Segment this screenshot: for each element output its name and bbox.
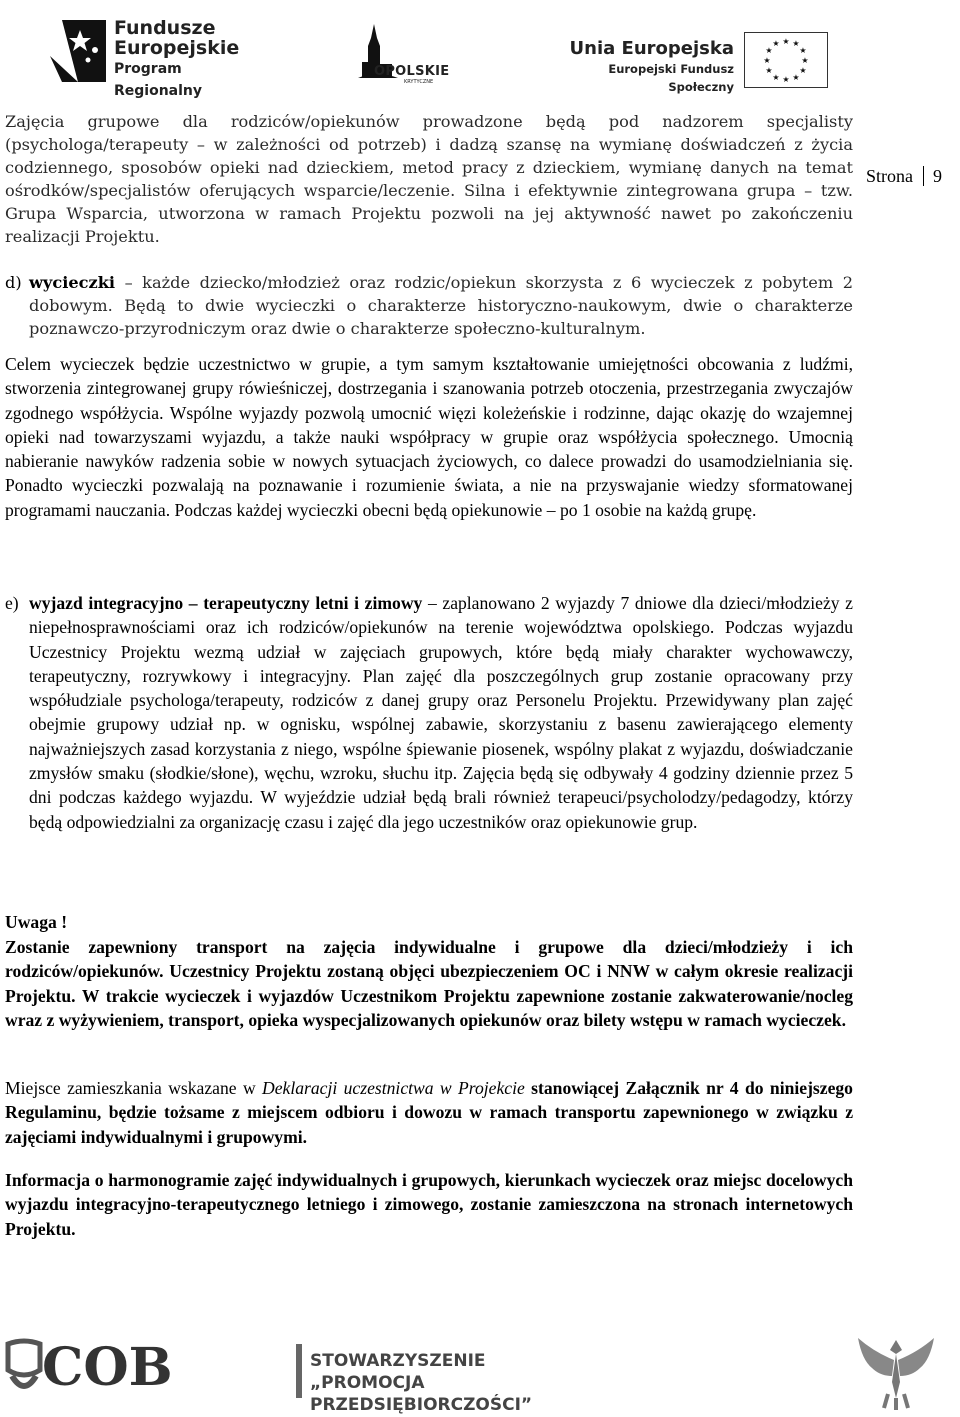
cob-logo xyxy=(2,1336,178,1400)
ue-logo-line1: Unia Europejska xyxy=(569,38,734,59)
eagle-icon xyxy=(854,1332,938,1410)
opolskie-logo xyxy=(356,24,452,92)
paragraph-trip-goals: Celem wycieczek będzie uczestnictwo w grupie, a tym samym kształtowanie umiejętności obcowania z ludźmi, stworzenia zintegrowanej grupy rówieśniczej, dostrzegania i szanowania potrzeb otoczenia, przestrzegania zwyczajów zgodnego współżycia. Wspólne wyjazdy pozwolą umocnić więzi koleżeńskie i rodzinne, dając okazję do wzajemnej opieki nad towarzyszami wyjazdu, a także nauki współpracy w grupie oraz współżycia społecznego. Umocnią nabieranie nawyków radzenia sobie w nowych sytuacjach życiowych, co dalece prowadzi do usamodzielniania się. Ponadto wycieczki pozwalają na poznawanie i rozumienie świata, a nie na przyswajanie wiedzy sformatowanej programami nauczania. Podczas każdej wycieczki obecni będą opiekunowie – po 1 osobie na każdą grupę. xyxy=(5,354,853,520)
svg-text:★: ★ xyxy=(792,39,800,48)
unia-europejska-logo xyxy=(564,32,830,94)
list-marker-d: d) xyxy=(5,273,22,292)
fe-logo-line1: Fundusze xyxy=(114,17,216,39)
list-text-d xyxy=(29,271,853,340)
cob-logo-text: COB xyxy=(42,1337,173,1398)
eagle-crest-logo xyxy=(854,1332,938,1410)
svg-text:★: ★ xyxy=(801,56,809,65)
trips-term: wycieczki xyxy=(29,273,116,292)
svg-text:★: ★ xyxy=(799,66,807,75)
paragraph-transport: Zostanie zapewniony transport na zajęcia indywidualne i grupowe dla dzieci/młodzieży i ich rodziców/opiekunów. Uczestnicy Projektu zostaną objęci ubezpieczeniem OC i NNW w całym okresie realizacji Projektu. W trakcie wycieczek i wyjazdów Uczestnikom Projektu zapewnione zostanie zakwaterowanie/nocleg wraz z wyżywieniem, transport, opieka wyspecjalizowanych opiekunów oraz bilety wstępu w ramach wycieczek. xyxy=(5,937,853,1030)
page-number: 9 xyxy=(933,166,942,186)
association-logo xyxy=(296,1340,636,1415)
fe-star-flag-icon xyxy=(48,16,110,86)
svg-text:★: ★ xyxy=(765,66,773,75)
eu-flag-icon xyxy=(744,32,828,88)
list-marker-e: e) xyxy=(5,593,19,613)
page-label xyxy=(866,166,942,187)
fe-logo-line2: Europejskie xyxy=(114,37,240,59)
svg-text:★: ★ xyxy=(792,73,800,82)
cob-emblem-icon xyxy=(2,1336,46,1400)
svg-text:★: ★ xyxy=(782,75,790,84)
svg-text:★: ★ xyxy=(772,73,780,82)
residence-declaration-title: Deklaracji uczestnictwa w Projekcie xyxy=(262,1078,525,1098)
page-label-divider xyxy=(923,166,924,186)
ue-logo-line2: Europejski Fundusz Społeczny xyxy=(608,62,734,94)
note-heading: Uwaga ! xyxy=(5,912,68,932)
trips-description: – każde dziecko/młodzież oraz rodzic/opiekun skorzysta z 6 wycieczek z pobytem 2 dobowym. Będą to dwie wycieczki o charakterze historyczno-naukowym, dwie o charakterze poznawczo-przyrodniczym oraz dwie o charakterze społeczno-kulturalnym. xyxy=(29,273,853,339)
svg-text:★: ★ xyxy=(782,37,790,46)
svg-text:★: ★ xyxy=(799,46,807,55)
association-logo-mark xyxy=(296,1344,302,1398)
opolskie-logo-name: OPOLSKIE xyxy=(374,64,450,79)
association-line1: STOWARZYSZENIE xyxy=(310,1351,486,1371)
integration-trip-description: – zaplanowano 2 wyjazdy 7 dniowe dla dzieci/młodzieży z niepełnosprawnościami oraz ich rodziców/opiekunów na terenie województwa opolskiego. Podczas wyjazdu Uczestnicy Projektu wezmą udział w zajęciach grupowych, które będą miały charakter wychowawczy, terapeutyczny, rozrywkowy i integracyjny. Plan zajęć dla poszczególnych grup zostanie opracowany przy współudziale psychologa/terapeuty, rodziców z danej grupy oraz Personelu Projektu. Przewidywany plan zajęć obejmie grupowy udział np. w ognisku, wspólnej zabawie, skorzystaniu z basenu zawierającego elementy najważniejszych zasad korzystania z niego, wspólne śpiewanie piosenek, wspólny plakat z wyjazdu, doświadczanie zmysłów smaku (słodkie/słone), węchu, wzroku, słuchu itp. Zajęcia będą się odbywały 4 godziny dziennie przez 5 dni podczas każdego wyjazdu. W wyjeździe udział będą brali również terapeuci/psycholodzy/pedagodzy, którzy będą odpowiedzialni za organizację czasu i zajęć dla jego uczestników oraz opiekunowie grup. xyxy=(29,593,853,832)
list-text-e xyxy=(29,591,853,834)
svg-text:★: ★ xyxy=(765,46,773,55)
svg-text:★: ★ xyxy=(763,56,771,65)
paragraph-residence xyxy=(5,1076,853,1149)
page-label-word: Strona xyxy=(866,166,913,186)
residence-text-b: stanowiącej Załącznik nr 4 do niniejszego Regulaminu, będzie tożsame z miejscem odbioru i dowozu w ramach transportu zapewnionego w związku z zajęciami indywidualnymi i grupowymi. xyxy=(5,1078,853,1147)
paragraph-group-sessions: Zajęcia grupowe dla rodziców/opiekunów prowadzone będą pod nadzorem specjalisty (psychologa/terapeuty – w zależności od potrzeb) i dadzą szansę na wymianę doświadczeń z życia codziennego, sposobów opieki nad dzieckiem, metod pracy z dzieckiem, wymianę danych na temat ośrodków/specjalistów oferujących wsparcie/leczenie. Silna i efektywnie zintegrowana grupa – tzw. Grupa Wsparcia, utworzona w ramach Projektu pozwoli na jej aktywność nawet po zakończeniu realizacji Projektu. xyxy=(5,112,853,247)
paragraph-schedule-info: Informacja o harmonogramie zajęć indywidualnych i grupowych, kierunkach wycieczek oraz miejsc docelowych wyjazdu integracyjno-terapeutycznego letniego i zimowego, zostanie zamieszczona na stronach internetowych Projektu. xyxy=(5,1170,853,1239)
fe-logo-line3: Program Regionalny xyxy=(114,61,203,99)
fundusze-europejskie-logo xyxy=(48,14,248,99)
integration-trip-term: wyjazd integracyjno – terapeutyczny letni i zimowy xyxy=(29,593,423,613)
residence-text-a: Miejsce zamieszkania wskazane w xyxy=(5,1078,263,1098)
opolskie-logo-sub: KRYTYCZNE xyxy=(404,79,434,85)
svg-text:★: ★ xyxy=(772,39,780,48)
association-line2: „PROMOCJA PRZEDSIĘBIORCZOŚCI” xyxy=(310,1373,533,1415)
